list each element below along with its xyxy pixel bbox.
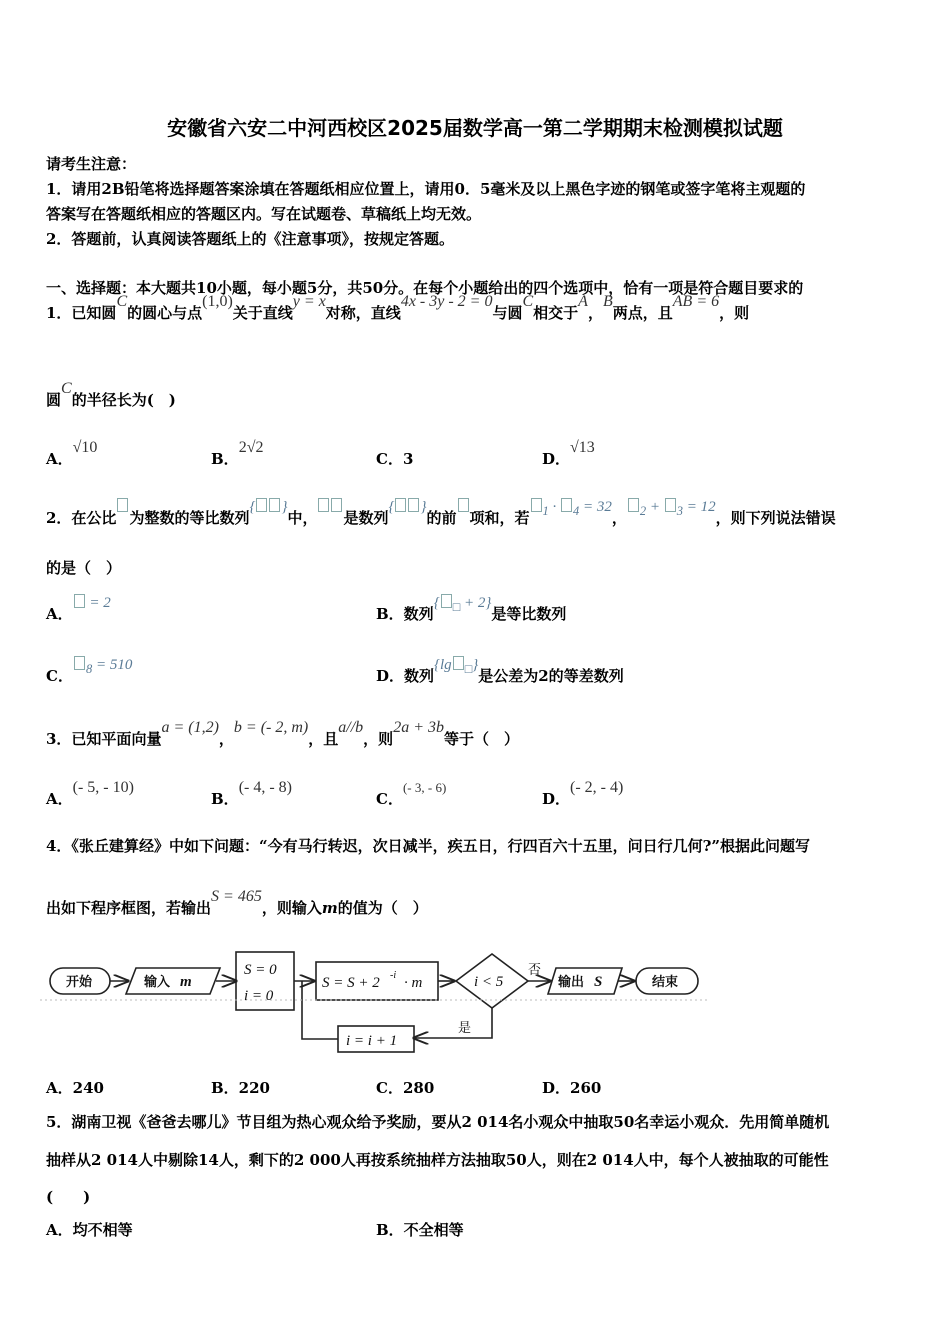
flow-init-i: i = 0 — [244, 988, 274, 1004]
flow-input-label: 输入 — [144, 975, 171, 990]
notice-item-2: 2．答题前，认真阅读答题纸上的《注意事项》，按规定答题。 — [46, 230, 454, 248]
flow-condition-label: i < 5 — [474, 974, 504, 990]
question-4-line-1: 4．《张丘建算经》中如下问题：“今有马行转迟，次日减半，疾五日，行四百六十五里，问日行几何?”根据此问题写 — [46, 837, 810, 855]
q1-math: y = x — [292, 293, 326, 310]
flow-update-exponent: -i — [390, 970, 397, 981]
option-math: $_8$ = 510 — [73, 657, 132, 673]
option-math: = 2 — [73, 595, 111, 611]
option-label: B． — [211, 790, 239, 808]
question-4-line-2 — [46, 888, 428, 918]
notice-item-1-line-1: 1．请用2B铅笔将选择题答案涂填在答题纸相应位置上，请用0．5毫米及以上黑色字迹的钢笔或签字笔将主观题的 — [46, 180, 806, 198]
q1-option-a — [46, 439, 98, 469]
option-label: A． — [46, 450, 73, 468]
flow-end-label: 结束 — [652, 975, 679, 990]
q1-math: C — [522, 293, 534, 310]
q4-option-d: D．260 — [542, 1079, 602, 1097]
q4-option-a: A．240 — [46, 1079, 104, 1097]
flow-output-var: S — [594, 974, 603, 990]
option-label: B． — [211, 450, 239, 468]
q3-text: 3．已知平面向量 — [46, 730, 162, 748]
q4-text: 出如下程序框图，若输出 — [46, 899, 212, 917]
flow-output-label: 输出 — [558, 975, 585, 990]
q3-option-d — [542, 779, 624, 809]
q1-text: 1．已知圆 — [46, 304, 117, 322]
q5-option-b: B．不全相等 — [376, 1221, 464, 1239]
q2-text: ， — [611, 509, 627, 527]
q2-text: 中， — [287, 509, 318, 527]
q3-text: ，且 — [308, 730, 339, 748]
option-math: √13 — [570, 439, 595, 456]
q1-text: 对称，直线 — [325, 304, 401, 322]
q1-text: ， — [587, 304, 603, 322]
q1-math: C — [61, 380, 72, 397]
q2-text: 项和，若 — [469, 509, 530, 527]
q3-option-a — [46, 779, 134, 809]
q2-text: 为整数的等比数列 — [129, 509, 250, 527]
flow-start-label: 开始 — [66, 975, 93, 990]
q1-text: 的半径长为( ) — [71, 391, 176, 409]
placeholder-glyph — [331, 498, 342, 512]
q2-text: 2．在公比 — [46, 509, 117, 527]
question-5-line-3: ( ) — [46, 1188, 91, 1206]
q2-option-a — [46, 595, 111, 624]
option-math: {lg $_□$} — [434, 657, 479, 676]
placeholder-glyph — [458, 498, 469, 512]
option-math: 2√2 — [238, 439, 264, 456]
q2-math: $_2$ + $_3$ = 12 — [627, 499, 716, 515]
q3-text: ，则 — [363, 730, 394, 748]
q2-math: { } — [388, 499, 427, 515]
q1-math: B — [602, 293, 613, 310]
flow-no-label: 否 — [528, 963, 542, 978]
q2-text: 是数列 — [343, 509, 389, 527]
q2-math: $_1$ · $_4$ = 32 — [530, 499, 612, 515]
option-text: 是等比数列 — [491, 605, 567, 623]
option-text: 是公差为2的等差数列 — [478, 667, 624, 685]
placeholder-glyph — [318, 498, 329, 512]
option-math: (- 4, - 8) — [238, 779, 292, 796]
option-label: A． — [46, 605, 73, 623]
q4-option-b: B．220 — [211, 1079, 270, 1097]
flow-yes-label: 是 — [458, 1021, 472, 1036]
option-math: √10 — [72, 439, 98, 456]
question-1-line-2 — [46, 380, 176, 410]
option-math: (- 2, - 4) — [570, 779, 624, 796]
q2-option-b — [376, 595, 567, 627]
option-math: (- 5, - 10) — [72, 779, 134, 796]
q2-text: ，则下列说法错误 — [715, 509, 836, 527]
q1-text: 的圆心与点 — [127, 304, 203, 322]
q4-math: S = 465 — [211, 888, 262, 905]
q1-option-d — [542, 439, 595, 469]
q3-math: b = (- 2, m) — [233, 719, 309, 736]
question-5-line-1: 5．湖南卫视《爸爸去哪儿》节目组为热心观众给予奖励，要从2 014名小观众中抽取50名幸运小观众．先用简单随机 — [46, 1113, 830, 1131]
q1-text: 两点，且 — [612, 304, 673, 322]
q1-math: AB = 6 — [672, 293, 720, 310]
q3-option-b — [211, 779, 292, 809]
q1-option-c: C．3 — [376, 450, 414, 468]
notice-heading: 请考生注意： — [46, 155, 137, 173]
flow-increment-label: i = i + 1 — [346, 1033, 398, 1049]
q3-math: a = (1,2) — [161, 719, 219, 736]
option-label: B．数列 — [376, 605, 434, 623]
page-title: 安徽省六安二中河西校区2025届数学高一第二学期期末检测模拟试题 — [167, 116, 783, 140]
flow-input-box — [126, 968, 220, 994]
q3-math: 2a + 3b — [393, 719, 444, 736]
q1-math: (1,0) — [202, 293, 233, 310]
q1-math: 4x - 3y - 2 = 0 — [400, 293, 493, 310]
q2-option-c — [46, 657, 133, 689]
q1-text: 与圆 — [492, 304, 523, 322]
flow-input-var: m — [180, 974, 192, 990]
q2-option-d — [376, 657, 624, 689]
q2-text: 的前 — [426, 509, 457, 527]
option-math: (- 3, - 6) — [402, 780, 447, 795]
question-5-line-2: 抽样从2 014人中剔除14人，剩下的2 000人再按系统抽样方法抽取50人，则在2 014人中，每个人被抽取的可能性 — [46, 1151, 829, 1169]
option-label: D． — [542, 450, 571, 468]
q5-option-a: A．均不相等 — [46, 1221, 133, 1239]
option-label: A． — [46, 790, 73, 808]
option-label: D． — [542, 790, 571, 808]
program-flowchart — [40, 940, 710, 1060]
q1-option-b — [211, 439, 264, 469]
question-1-line-1 — [46, 293, 750, 323]
section-heading: 一、选择题：本大题共10小题，每小题5分，共50分。在每个小题给出的四个选项中，恰有一项是符合题目要求的 — [46, 279, 804, 297]
option-math: { $_□$ + 2} — [433, 595, 492, 614]
q3-math: a//b — [338, 719, 364, 736]
question-2-line-1 — [46, 499, 836, 531]
q4-option-c: C．280 — [376, 1079, 435, 1097]
q1-text: 关于直线 — [232, 304, 293, 322]
option-label: C． — [46, 667, 73, 685]
q4-text: ，则输入 — [261, 899, 322, 917]
question-3-line-1 — [46, 719, 519, 749]
q3-text: 等于（ ） — [443, 730, 519, 748]
q3-text: ， — [218, 730, 234, 748]
q4-var: m — [321, 899, 338, 917]
q3-option-c — [376, 780, 447, 809]
q2-math: { } — [249, 499, 288, 515]
q1-text: 相交于 — [533, 304, 579, 322]
flow-update-formula: S = S + 2 — [322, 975, 380, 991]
placeholder-glyph — [117, 498, 128, 512]
question-2-line-2: 的是（ ） — [46, 559, 122, 577]
q1-math: A — [578, 293, 588, 310]
flow-update-tail: · m — [404, 975, 423, 991]
q4-text: 的值为（ ） — [337, 899, 428, 917]
notice-item-1-line-2: 答案写在答题纸相应的答题区内。写在试题卷、草稿纸上均无效。 — [46, 205, 482, 223]
option-label: D．数列 — [376, 667, 435, 685]
q1-math: C — [116, 293, 128, 310]
q1-text: 圆 — [46, 391, 62, 409]
option-label: C． — [376, 790, 403, 808]
flow-init-s: S = 0 — [244, 962, 277, 978]
q1-text: ，则 — [719, 304, 750, 322]
